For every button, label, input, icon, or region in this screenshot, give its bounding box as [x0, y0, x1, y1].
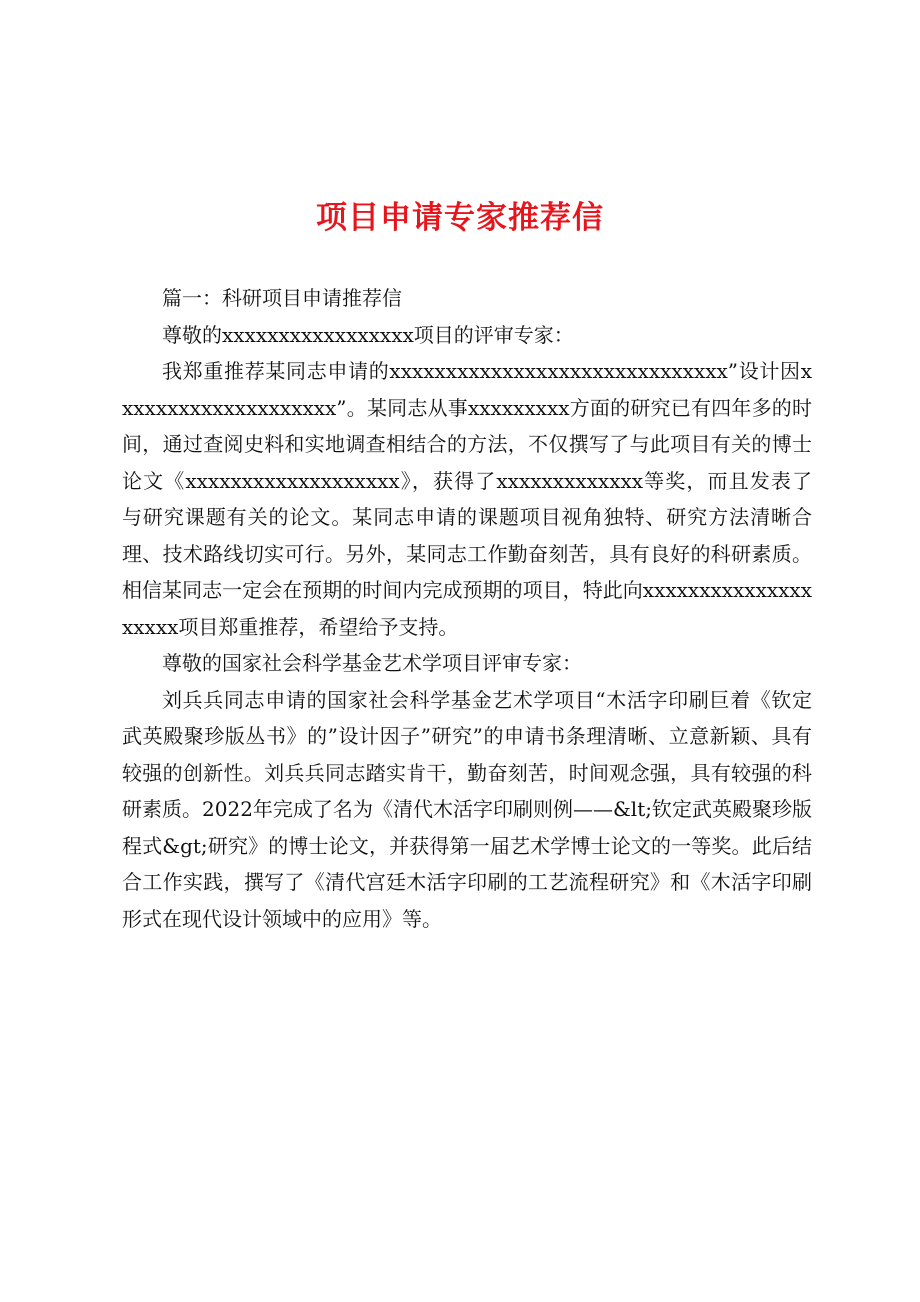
- salutation-1: 尊敬的xxxxxxxxxxxxxxxxx项目的评审专家：: [162, 322, 574, 347]
- paragraph-recommendation-1: 我郑重推荐某同志申请的xxxxxxxxxxxxxxxxxxxxxxxxxxxxxx”设计因xxxxxxxxxxxxxxxxxxxx”。某同志从事xxxxxxxxx方面的研究已有四年多的时间，通过查阅史料和实地调查相结合的方法，不仅撰写了与此项目有关的博士论文《xxxxxxxxxxxxxxxxxxx》，获得了xxxxxxxxxxxxx等奖，而且发表了与研究课题有关的论文。某同志申请的课题项目视角独特、研究方法清晰合理、技术路线切实可行。另外，某同志工作勤奋刻苦，具有良好的科研素质。相信某同志一定会在预期的时间内完成预期的项目，特此向xxxxxxxxxxxxxxxxxxxx项目郑重推荐，希望给予支持。: [122, 359, 812, 639]
- paragraph-recommendation-2: 刘兵兵同志申请的国家社会科学基金艺术学项目“木活字印刷巨着《钦定武英殿聚珍版丛书》的”设计因子”研究”的申请书条理清晰、立意新颖、具有较强的创新性。刘兵兵同志踏实肯干，勤奋刻苦，时间观念强，具有较强的科研素质。2022年完成了名为《清代木活字印刷则例——&lt;钦定武英殿聚珍版程式&gt;研究》的博士论文，并获得第一届艺术学博士论文的一等奖。此后结合工作实践，撰写了《清代宫廷木活字印刷的工艺流程研究》和《木活字印刷形式在现代设计领域中的应用》等。: [122, 687, 812, 931]
- letter-body: [122, 280, 812, 937]
- salutation-2: 尊敬的国家社会科学基金艺术学项目评审专家：: [162, 651, 582, 675]
- page-title: 项目申请专家推荐信: [316, 200, 604, 236]
- section-heading: 篇一：科研项目申请推荐信: [162, 286, 402, 310]
